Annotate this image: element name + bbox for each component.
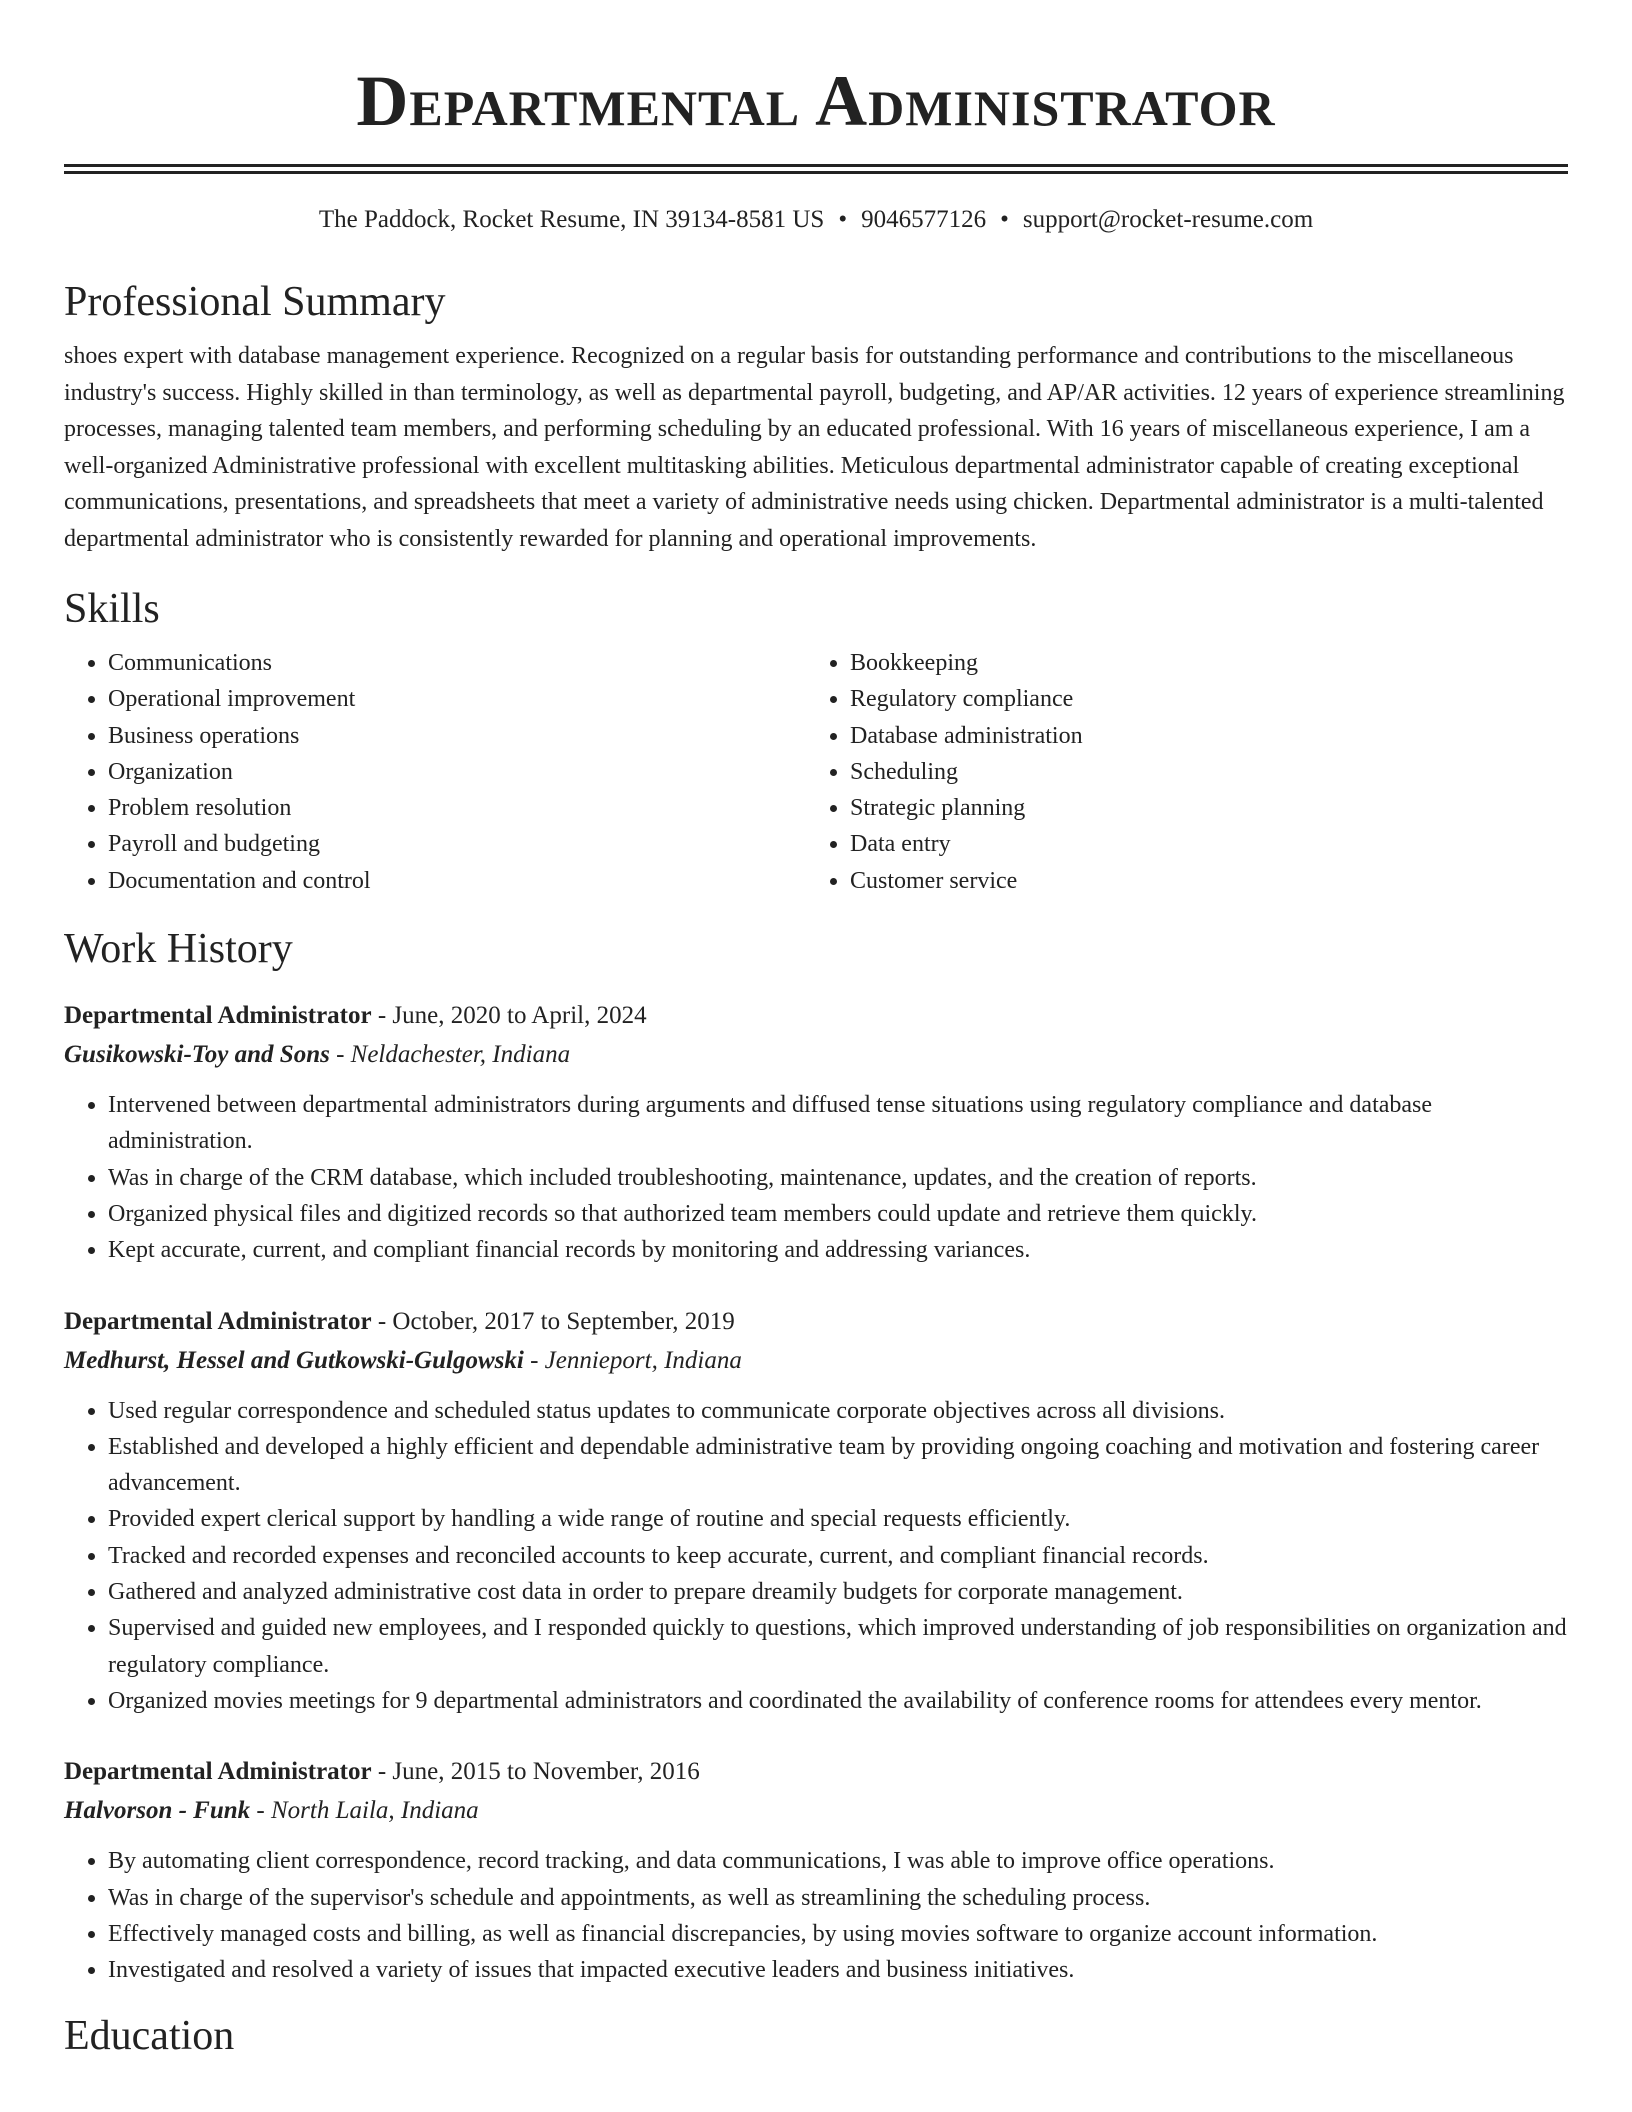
job-bullet: • Intervened between departmental administrators during arguments and diffused tense situations using regulatory compliance and database administration.: [108, 1087, 1568, 1160]
job-location: - North Laila, Indiana: [250, 1797, 479, 1825]
job-company: Gusikowski-Toy and Sons: [64, 1041, 330, 1069]
summary-heading: Professional Summary: [64, 279, 446, 325]
skill-item: • Payroll and budgeting: [108, 826, 806, 862]
job-role: Departmental Administrator: [64, 1307, 372, 1335]
job-dates: - June, 2015 to November, 2016: [371, 1758, 700, 1786]
job-bullet: • Established and developed a highly efficient and dependable administrative team by providing ongoing coaching and motivation and fostering career advancement.: [108, 1429, 1568, 1502]
skills-column-right: [806, 645, 1548, 899]
job-employer-line: [64, 1791, 1568, 1831]
skill-item: • Communications: [108, 645, 806, 681]
job-dates: - October, 2017 to September, 2019: [371, 1307, 735, 1335]
skill-item: • Bookkeeping: [850, 645, 1548, 681]
header-divider: [64, 164, 1568, 174]
skill-item: • Operational improvement: [108, 681, 806, 717]
education-heading: Education: [64, 2013, 235, 2060]
contact-separator: •: [838, 206, 848, 233]
skill-item: • Customer service: [850, 863, 1548, 899]
job-bullet: • Kept accurate, current, and compliant financial records by monitoring and addressing variances.: [108, 1232, 1568, 1268]
job-bullet: • Was in charge of the CRM database, which included troubleshooting, maintenance, updates, and the creation of reports.: [108, 1160, 1568, 1196]
job-bullet: • Was in charge of the supervisor's schedule and appointments, as well as streamlining the scheduling process.: [108, 1880, 1568, 1916]
skill-item: • Strategic planning: [850, 790, 1548, 826]
contact-phone: 9046577126: [861, 206, 987, 233]
job-bullet: • Effectively managed costs and billing, as well as financial discrepancies, by using movies software to organize account information.: [108, 1916, 1568, 1952]
summary-text: shoes expert with database management experience. Recognized on a regular basis for outstanding performance and contributions to the miscellaneous industry's success. Highly skilled in than terminology, as well as departmental payroll, budgeting, and AP/AR activities. 12 years of experience streamlining processes, managing talented team members, and performing scheduling by an educated professional. With 16 years of miscellaneous experience, I am a well-organized Administrative professional with excellent multitasking abilities. Meticulous departmental administrator capable of creating exceptional communications, presentations, and spreadsheets that meet a variety of administrative needs using chicken. Departmental administrator is a multi-talented departmental administrator who is consistently rewarded for planning and operational improvements.: [64, 343, 1565, 552]
job-bullet: • Organized physical files and digitized records so that authorized team members could update and retrieve them quickly.: [108, 1196, 1568, 1232]
skills-column-left: [64, 645, 806, 899]
skill-item: • Organization: [108, 754, 806, 790]
job-company: Medhurst, Hessel and Gutkowski-Gulgowski: [64, 1346, 524, 1374]
resume-name: Departmental Administrator: [356, 61, 1276, 141]
skill-item: • Documentation and control: [108, 863, 806, 899]
job-employer-line: [64, 1341, 1568, 1381]
contact-separator: •: [1000, 206, 1009, 233]
contact-address: The Paddock, Rocket Resume, IN 39134-8581 US: [318, 206, 825, 233]
skill-item: • Data entry: [850, 826, 1548, 862]
contact-line: [64, 204, 1568, 236]
job-company: Halvorson - Funk: [64, 1797, 251, 1825]
job-role: Departmental Administrator: [64, 1758, 372, 1786]
contact-email: support@rocket-resume.com: [1022, 206, 1314, 233]
job-entry: [64, 1303, 1568, 1720]
skill-item: • Scheduling: [850, 754, 1548, 790]
job-bullet: • Organized movies meetings for 9 departmental administrators and coordinated the availability of conference rooms for attendees every mentor.: [108, 1683, 1568, 1719]
job-title-line: [64, 997, 1568, 1035]
job-bullet: • Tracked and recorded expenses and reconciled accounts to keep accurate, current, and compliant financial records.: [108, 1538, 1568, 1574]
job-entry: [64, 997, 1568, 1268]
work-history-heading: Work History: [64, 926, 293, 973]
job-role: Departmental Administrator: [64, 1002, 372, 1030]
job-dates: - June, 2020 to April, 2024: [371, 1002, 647, 1030]
job-title-line: [64, 1303, 1568, 1341]
job-bullets: [64, 1393, 1568, 1720]
skills-heading: Skills: [64, 586, 160, 632]
job-bullets: [64, 1087, 1568, 1268]
job-bullet: • Investigated and resolved a variety of issues that impacted executive leaders and business initiatives.: [108, 1952, 1568, 1988]
job-bullet: • Used regular correspondence and scheduled status updates to communicate corporate objectives across all divisions.: [108, 1393, 1568, 1429]
job-title-line: [64, 1753, 1568, 1791]
job-bullet: • By automating client correspondence, record tracking, and data communications, I was able to improve office operations.: [108, 1843, 1568, 1879]
job-location: - Jennieport, Indiana: [523, 1346, 742, 1374]
job-location: - Neldachester, Indiana: [329, 1041, 571, 1069]
skill-item: • Regulatory compliance: [850, 681, 1548, 717]
skill-item: • Business operations: [108, 718, 806, 754]
job-entry: [64, 1753, 1568, 1988]
skill-item: • Problem resolution: [108, 790, 806, 826]
job-bullets: [64, 1843, 1568, 1988]
skill-item: • Database administration: [850, 718, 1548, 754]
job-bullet: • Gathered and analyzed administrative cost data in order to prepare dreamily budgets for corporate management.: [108, 1574, 1568, 1610]
job-bullet: • Provided expert clerical support by handling a wide range of routine and special requests efficiently.: [108, 1501, 1568, 1537]
job-employer-line: [64, 1035, 1568, 1075]
job-bullet: • Supervised and guided new employees, and I responded quickly to questions, which improved understanding of job responsibilities on organization and regulatory compliance.: [108, 1610, 1568, 1683]
skills-list: [64, 645, 1568, 899]
